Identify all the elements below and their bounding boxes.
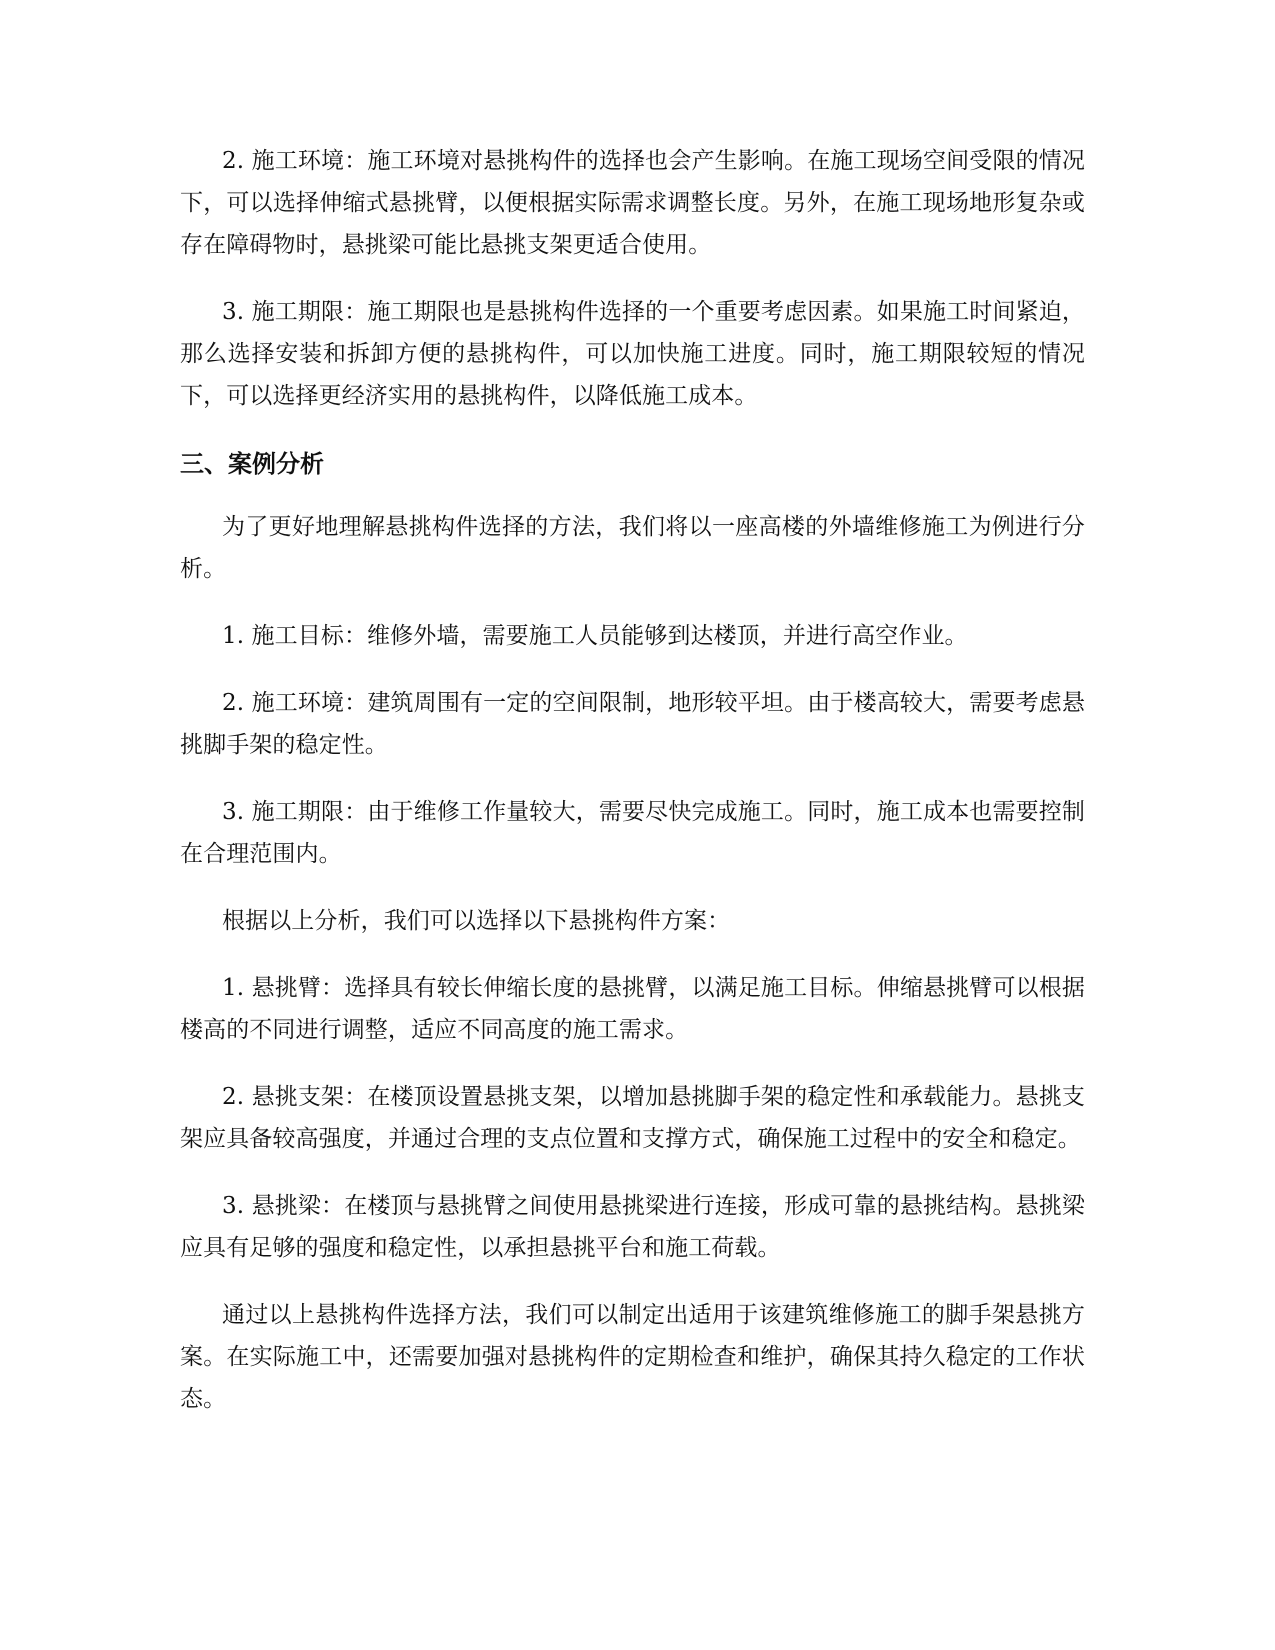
paragraph-plan-intro: 根据以上分析，我们可以选择以下悬挑构件方案：: [222, 908, 731, 934]
paragraph-plan-beam: 3. 悬挑梁：在楼顶与悬挑臂之间使用悬挑梁进行连接，形成可靠的悬挑结构。悬挑梁应具有足够的强度和稳定性，以承担悬挑平台和施工荷载。: [180, 1193, 1085, 1261]
paragraph-case-environment: 2. 施工环境：建筑周围有一定的空间限制，地形较平坦。由于楼高较大，需要考虑悬挑脚手架的稳定性。: [180, 690, 1085, 758]
section-heading-case-analysis: 三、案例分析: [180, 450, 324, 478]
paragraph-conclusion: 通过以上悬挑构件选择方法，我们可以制定出适用于该建筑维修施工的脚手架悬挑方案。在实际施工中，还需要加强对悬挑构件的定期检查和维护，确保其持久稳定的工作状态。: [180, 1302, 1085, 1412]
paragraph-case-deadline: 3. 施工期限：由于维修工作量较大，需要尽快完成施工。同时，施工成本也需要控制在合理范围内。: [180, 799, 1085, 867]
paragraph-case-goal: 1. 施工目标：维修外墙，需要施工人员能够到达楼顶，并进行高空作业。: [222, 623, 968, 649]
paragraph-construction-environment: 2. 施工环境：施工环境对悬挑构件的选择也会产生影响。在施工现场空间受限的情况下，可以选择伸缩式悬挑臂，以便根据实际需求调整长度。另外，在施工现场地形复杂或存在障碍物时，悬挑梁可能比悬挑支架更适合使用。: [180, 148, 1085, 258]
paragraph-plan-arm: 1. 悬挑臂：选择具有较长伸缩长度的悬挑臂，以满足施工目标。伸缩悬挑臂可以根据楼高的不同进行调整，适应不同高度的施工需求。: [180, 975, 1085, 1043]
paragraph-plan-bracket: 2. 悬挑支架：在楼顶设置悬挑支架，以增加悬挑脚手架的稳定性和承载能力。悬挑支架应具备较高强度，并通过合理的支点位置和支撑方式，确保施工过程中的安全和稳定。: [180, 1084, 1085, 1152]
document-page: [180, 140, 1085, 1445]
paragraph-case-intro: 为了更好地理解悬挑构件选择的方法，我们将以一座高楼的外墙维修施工为例进行分析。: [180, 514, 1085, 582]
paragraph-construction-deadline: 3. 施工期限：施工期限也是悬挑构件选择的一个重要考虑因素。如果施工时间紧迫，那么选择安装和拆卸方便的悬挑构件，可以加快施工进度。同时，施工期限较短的情况下，可以选择更经济实用的悬挑构件，以降低施工成本。: [180, 299, 1085, 409]
